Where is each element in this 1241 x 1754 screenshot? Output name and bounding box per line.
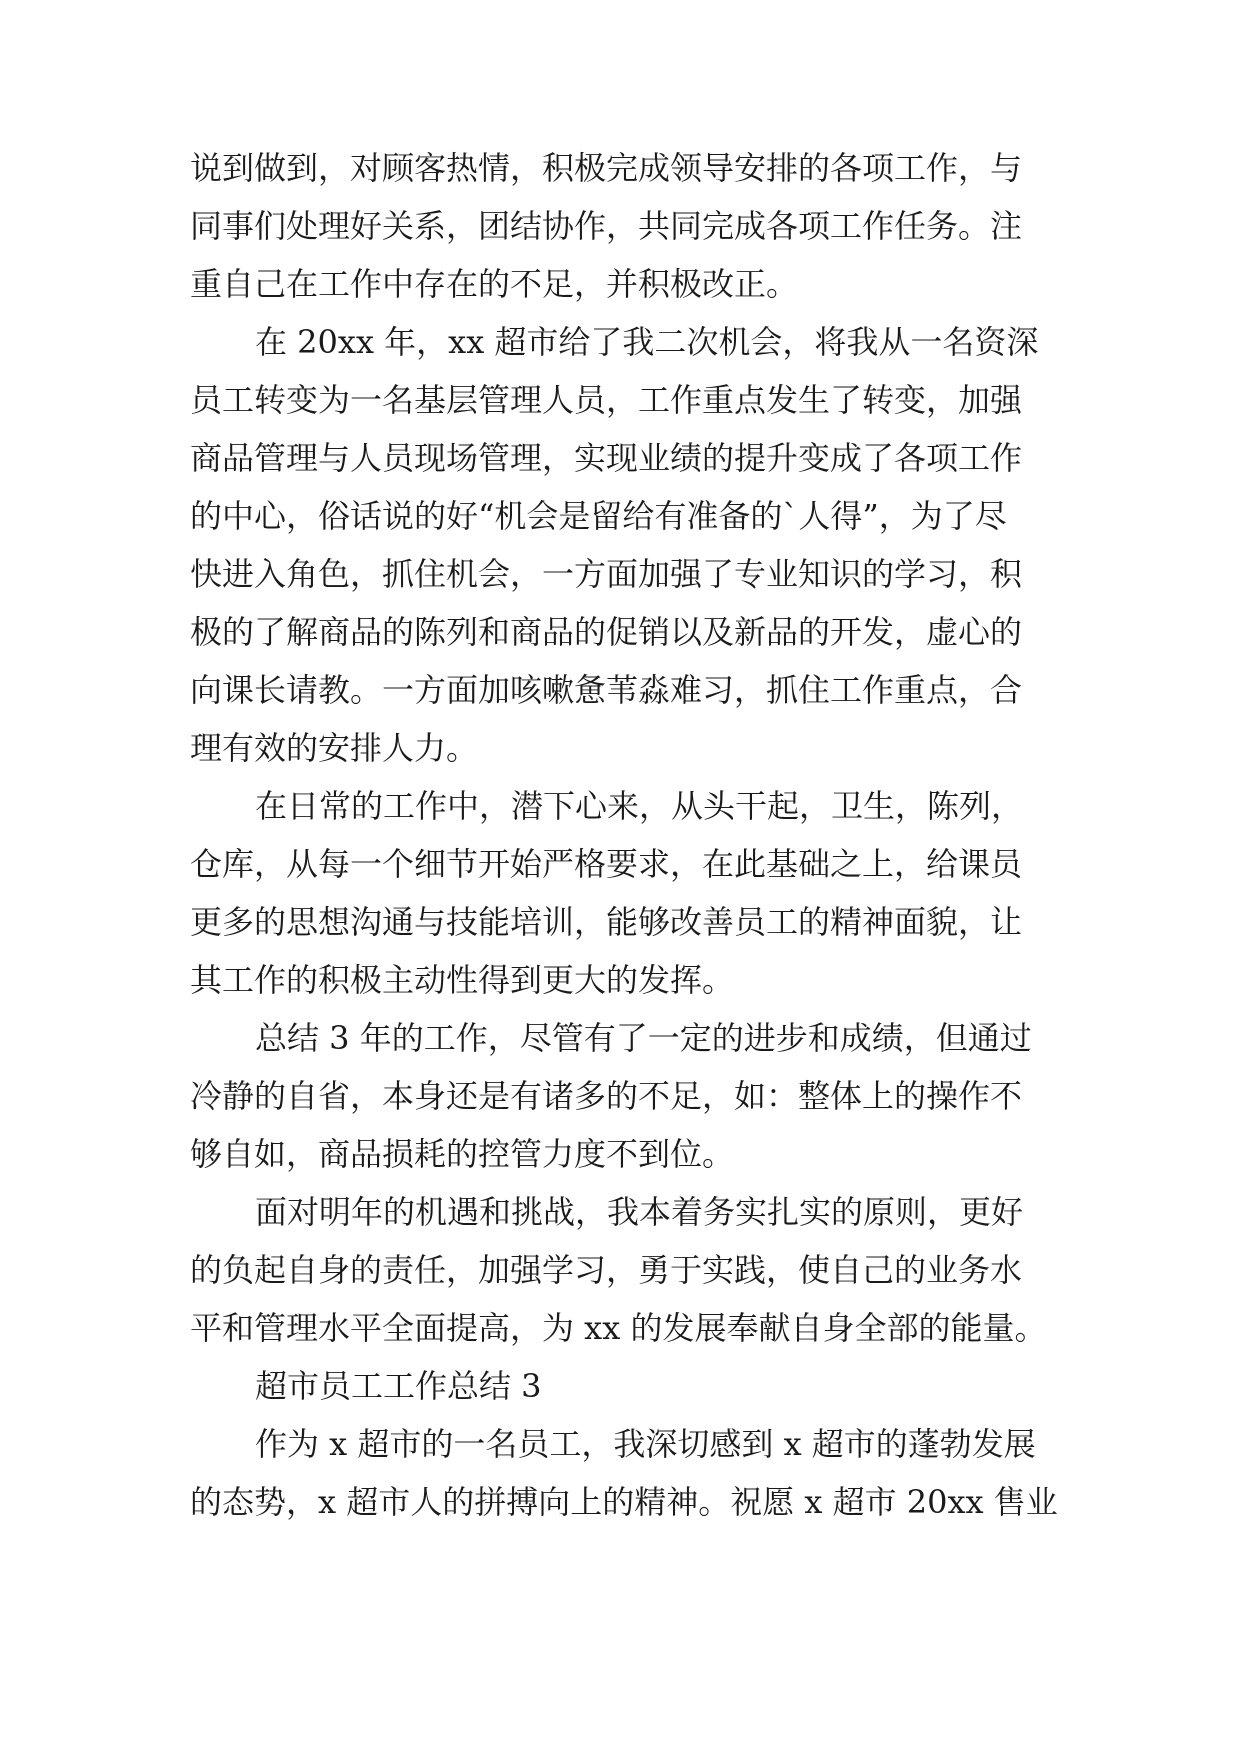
- text-line: 快进入角色，抓住机会，一方面加强了专业知识的学习，积: [190, 555, 1023, 593]
- text-line: 重自己在工作中存在的不足，并积极改正。: [190, 265, 799, 303]
- text-line: 仓库，从每一个细节开始严格要求，在此基础之上，给课员: [190, 845, 1023, 883]
- text-line: 理有效的安排人力。: [190, 729, 479, 767]
- paragraph-start-line: 在 20xx 年，xx 超市给了我二次机会，将我从一名资深: [255, 323, 1039, 361]
- text-line: 极的了解商品的陈列和商品的促销以及新品的开发，虚心的: [190, 613, 1023, 651]
- text-line: 的态势，x 超市人的拼搏向上的精神。祝愿 x 超市 20xx 售业: [190, 1483, 1058, 1521]
- text-line: 员工转变为一名基层管理人员，工作重点发生了转变，加强: [190, 381, 1023, 419]
- paragraph-start-line: 总结 3 年的工作，尽管有了一定的进步和成绩，但通过: [255, 1019, 1032, 1057]
- paragraph-start-line: 作为 x 超市的一名员工，我深切感到 x 超市的蓬勃发展: [255, 1425, 1036, 1463]
- text-line: 够自如，商品损耗的控管力度不到位。: [190, 1135, 735, 1173]
- section-heading: 超市员工工作总结 3: [255, 1367, 542, 1405]
- text-line: 同事们处理好关系，团结协作，共同完成各项工作任务。注: [190, 207, 1023, 245]
- text-line: 冷静的自省，本身还是有诸多的不足，如：整体上的操作不: [190, 1077, 1023, 1115]
- paragraph-start-line: 面对明年的机遇和挑战，我本着务实扎实的原则，更好: [255, 1193, 1024, 1231]
- text-line: 的负起自身的责任，加强学习，勇于实践，使自己的业务水: [190, 1251, 1023, 1289]
- text-line: 的中心，俗话说的好“机会是留给有准备的`人得”，为了尽: [190, 497, 1007, 535]
- text-line: 平和管理水平全面提高，为 xx 的发展奉献自身全部的能量。: [190, 1309, 1047, 1347]
- text-line: 商品管理与人员现场管理，实现业绩的提升变成了各项工作: [190, 439, 1023, 477]
- text-line: 向课长请教。一方面加咳嗽惫苇淼难习，抓住工作重点，合: [190, 671, 1023, 709]
- text-line: 说到做到，对顾客热情，积极完成领导安排的各项工作，与: [190, 149, 1023, 187]
- paragraph-start-line: 在日常的工作中，潜下心来，从头干起，卫生，陈列，: [255, 787, 1024, 825]
- text-line: 更多的思想沟通与技能培训，能够改善员工的精神面貌，让: [190, 903, 1023, 941]
- text-line: 其工作的积极主动性得到更大的发挥。: [190, 961, 735, 999]
